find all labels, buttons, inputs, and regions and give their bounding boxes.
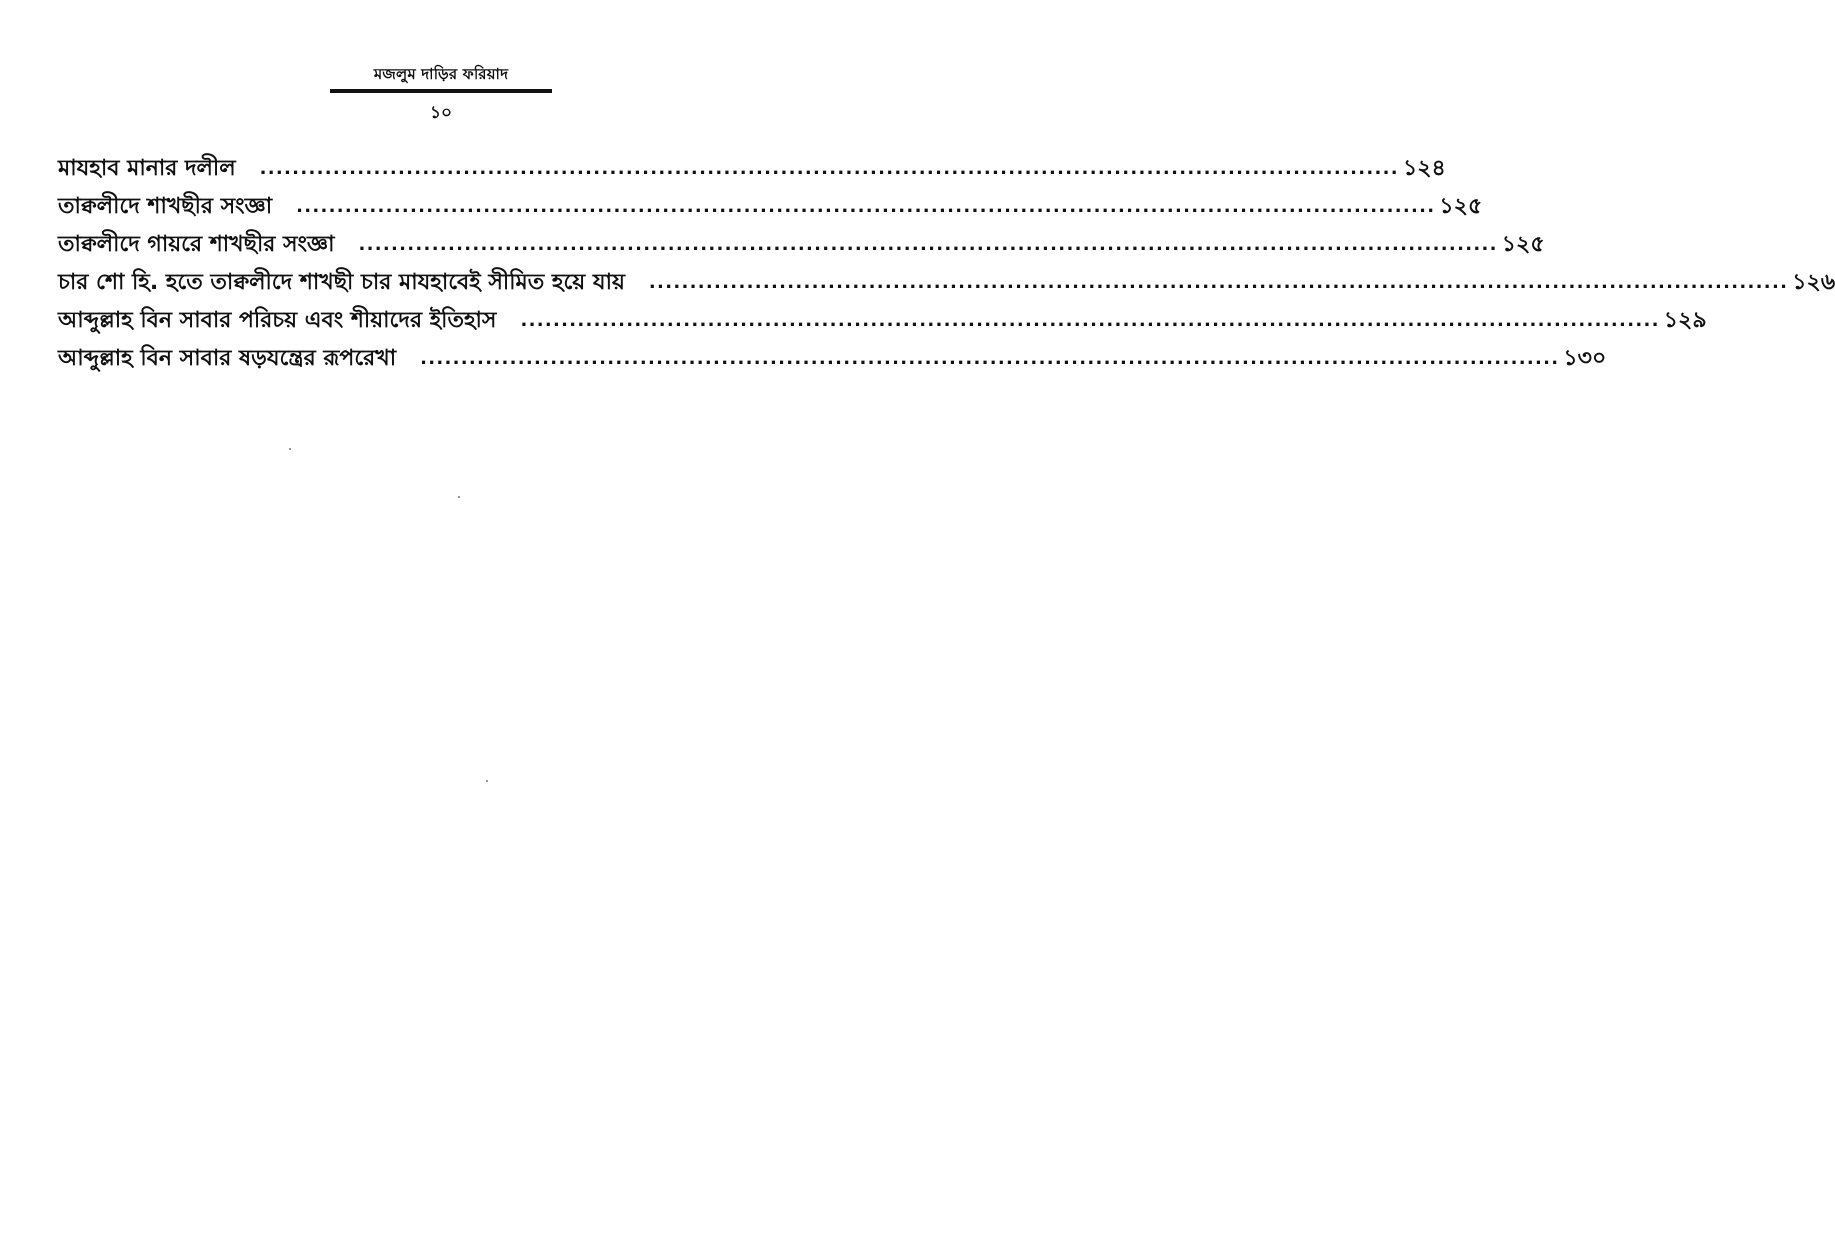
toc-leader-dots: ............................................................................................................................................ [648,272,1789,293]
toc-entry-page: ১২৯ [1663,308,1707,333]
toc-leader-dots: ............................................................................................................................................ [358,234,1498,255]
toc-entry [58,222,1545,260]
header-rule [330,89,552,93]
toc-entry-page: ১২৫ [1439,194,1483,219]
toc-entry [58,184,1483,222]
table-of-contents [58,146,1835,374]
toc-entry-title: তাক্বলীদে শাখছীর সংজ্ঞা [58,194,273,219]
toc-entry-title: মাযহাব মানার দলীল [58,156,236,181]
toc-entry-page: ১২৬ [1792,270,1835,295]
toc-entry [58,336,1607,374]
toc-leader-dots: ............................................................................................................................................ [520,310,1660,331]
toc-entry-title: আব্দুল্লাহ বিন সাবার ষড়যন্ত্রের রূপরেখা [58,346,397,371]
toc-leader-dots: ............................................................................................................................................ [296,196,1436,217]
toc-entry-page: ১২৫ [1501,232,1545,257]
page-number: ১০ [429,103,453,123]
scan-speck [289,448,291,450]
toc-entry-title: আব্দুল্লাহ বিন সাবার পরিচয় এবং শীয়াদের ইতিহাস [58,308,497,333]
toc-entry [58,146,1446,184]
toc-entry [58,260,1835,298]
book-title: মজলুম দাড়ির ফরিয়াদ [373,65,509,83]
scan-speck [486,780,488,782]
toc-entry-title: তাক্বলীদে গায়রে শাখছীর সংজ্ঞা [58,232,335,257]
toc-leader-dots: ............................................................................................................................................ [420,348,1560,369]
toc-entry [58,298,1707,336]
toc-entry-page: ১২৪ [1402,156,1446,181]
toc-entry-page: ১৩০ [1563,346,1607,371]
running-header [330,64,552,93]
toc-leader-dots: ............................................................................................................................................ [259,158,1399,179]
scan-speck [458,496,460,498]
toc-entry-title: চার শো হি. হতে তাক্বলীদে শাখছী চার মাযহাবেই সীমিত হয়ে যায় [58,270,625,295]
